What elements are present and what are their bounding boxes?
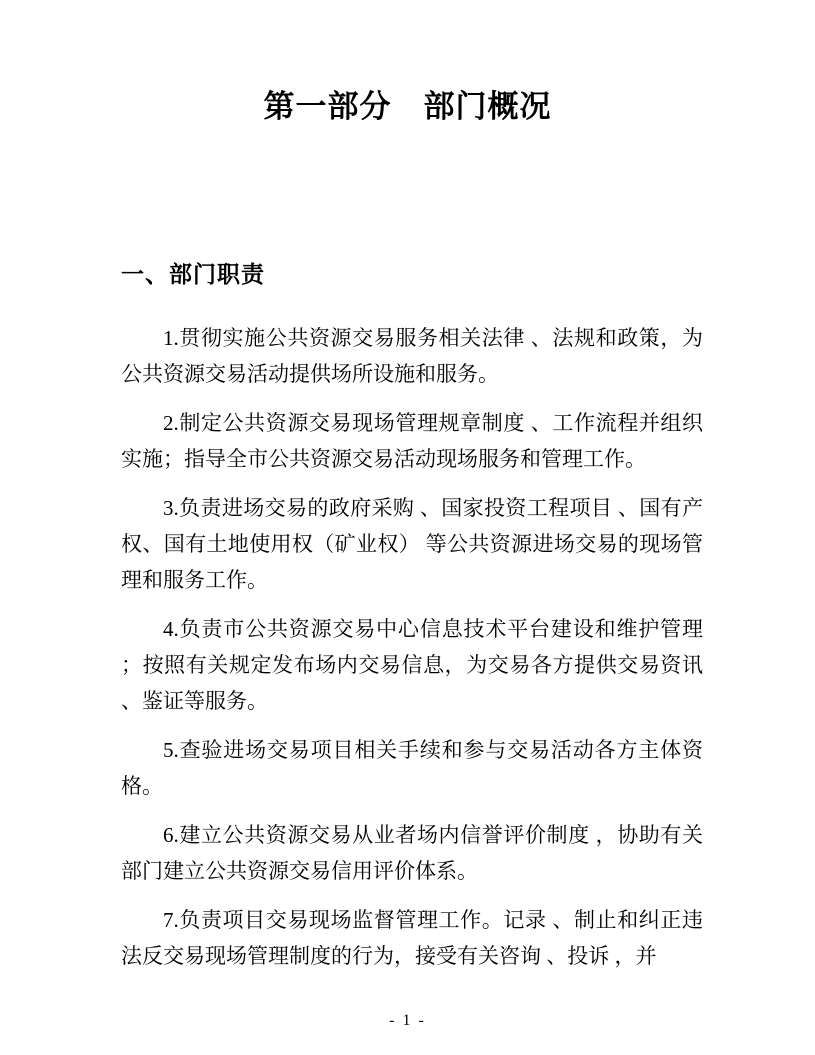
- page-number: - 1 -: [389, 1012, 426, 1029]
- paragraph: 2.制定公共资源交易现场管理规章制度 、工作流程并组织实施；指导全市公共资源交易活动现场服务和管理工作。: [121, 411, 703, 471]
- document-body: [121, 320, 703, 987]
- paragraph: 3.负责进场交易的政府采购 、国家投资工程项目 、国有产权、国有土地使用权（矿业权） 等公共资源进场交易的现场管理和服务工作。: [121, 496, 703, 592]
- paragraph: 6.建立公共资源交易从业者场内信誉评价制度 ，协助有关部门建立公共资源交易信用评价体系。: [121, 823, 703, 883]
- paragraph: 1.贯彻实施公共资源交易服务相关法律 、法规和政策，为公共资源交易活动提供场所设施和服务。: [121, 326, 703, 386]
- paragraph: 7.负责项目交易现场监督管理工作。记录 、制止和纠正违法反交易现场管理制度的行为，接受有关咨询 、投诉 ，并: [121, 908, 703, 968]
- paragraph: 4.负责市公共资源交易中心信息技术平台建设和维护管理 ；按照有关规定发布场内交易信息，为交易各方提供交易资讯 、鉴证等服务。: [121, 617, 703, 713]
- section-heading: 一、部门职责: [121, 261, 265, 287]
- paragraph: 5.查验进场交易项目相关手续和参与交易活动各方主体资格。: [121, 738, 703, 798]
- document-title: 第一部分 部门概况: [263, 89, 552, 124]
